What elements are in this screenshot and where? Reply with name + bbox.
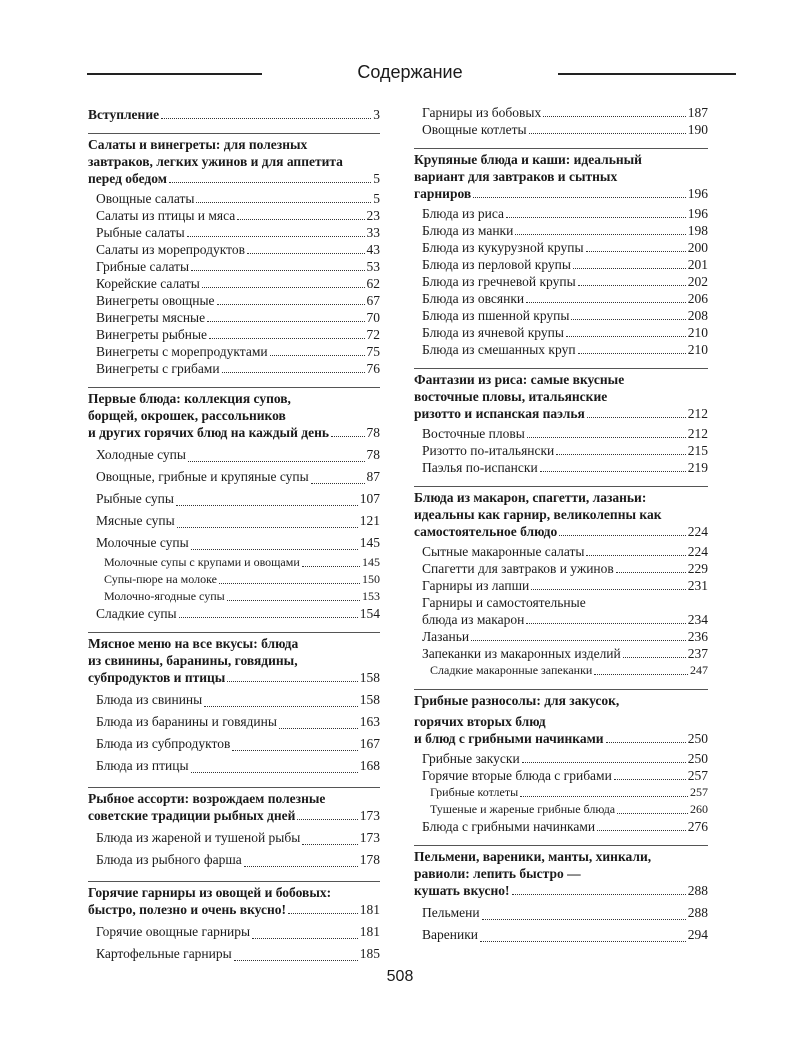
toc-entry[interactable]: Сладкие супы 154 [96,606,380,621]
toc-entry[interactable]: Молочные супы 145 [96,535,380,550]
toc-entry[interactable]: Корейские салаты 62 [96,276,380,291]
toc-entry[interactable]: Сытные макаронные салаты 224 [422,544,708,559]
toc-subentry[interactable]: Тушеные и жареные грибные блюда 260 [430,802,708,816]
toc-section-rice [414,368,708,476]
toc-entry[interactable]: Блюда из перловой крупы 201 [422,257,708,272]
toc-section-pasta [414,486,708,679]
toc-entry[interactable]: Спагетти для завтраков и ужинов 229 [422,561,708,576]
section-heading: борщей, окрошек, рассольников [88,408,286,423]
toc-section-meat [88,632,380,777]
page-header [0,60,800,90]
section-heading: восточные пловы, итальянские [414,389,608,404]
section-heading: Блюда из макарон, спагетти, лазаньи: [414,490,647,505]
toc-entry[interactable]: Блюда из гречневой крупы 202 [422,274,708,289]
toc-entry[interactable]: Лазаньи 236 [422,629,708,644]
toc-entry[interactable]: Овощные котлеты 190 [422,122,708,137]
toc-entry[interactable]: Рыбные салаты 33 [96,225,380,240]
toc-entry[interactable]: Блюда из пшенной крупы 208 [422,308,708,323]
page-title: Содержание [357,62,463,82]
section-heading: из свинины, баранины, говядины, [88,653,298,668]
toc-entry[interactable]: и других горячих блюд на каждый день 78 [88,425,380,440]
toc-entry[interactable]: и блюд с грибными начинками 250 [414,731,708,746]
section-heading: вариант для завтраков и сытных [414,169,618,184]
toc-entry[interactable]: Блюда из смешанных круп 210 [422,342,708,357]
toc-entry[interactable]: кушать вкусно! 288 [414,883,708,898]
section-heading: Пельмени, вареники, манты, хинкали, [414,849,652,864]
toc-entry[interactable]: Гарниры из лапши 231 [422,578,708,593]
toc-entry[interactable]: Гарниры из бобовых 187 [422,105,708,120]
toc-entry[interactable]: субпродуктов и птицы 158 [88,670,380,685]
toc-entry[interactable]: Овощные салаты 5 [96,191,380,206]
toc-entry[interactable]: Пельмени 288 [422,905,708,920]
toc-entry[interactable]: Блюда из жареной и тушеной рыбы 173 [96,830,380,845]
toc-entry[interactable]: Овощные, грибные и крупяные супы 87 [96,469,380,484]
section-heading: равиоли: лепить быстро — [414,866,581,881]
toc-entry[interactable]: Мясные супы 121 [96,513,380,528]
toc-entry[interactable]: Восточные пловы 212 [422,426,708,441]
toc-section-salads [88,133,380,377]
toc-entry[interactable]: Блюда из кукурузной крупы 200 [422,240,708,255]
toc-entry[interactable]: Блюда из рыбного фарша 178 [96,852,380,867]
toc-subentry[interactable]: Молочные супы с крупами и овощами 145 [104,555,380,569]
toc-entry[interactable]: Паэлья по-испански 219 [422,460,708,475]
toc-entry[interactable]: Блюда из риса 196 [422,206,708,221]
section-heading: горячих вторых блюд [414,714,546,729]
toc-section-garnish [88,881,380,965]
toc-entry[interactable]: Винегреты мясные 70 [96,310,380,325]
toc-section-mushrooms [414,689,708,835]
page-number: 508 [386,968,414,985]
toc-entry[interactable]: Блюда с грибными начинками 276 [422,819,708,834]
toc-left-column [88,104,380,975]
toc-entry[interactable]: самостоятельное блюдо 224 [414,524,708,539]
toc-entry[interactable]: перед обедом 5 [88,171,380,186]
toc-entry[interactable]: Блюда из свинины 158 [96,692,380,707]
toc-entry[interactable]: Запеканки из макаронных изделий 237 [422,646,708,661]
toc-entry[interactable]: Блюда из баранины и говядины 163 [96,714,380,729]
toc-entry[interactable]: Блюда из птицы 168 [96,758,380,773]
toc-entry[interactable]: Винегреты рыбные 72 [96,327,380,342]
toc-entry[interactable]: Блюда из манки 198 [422,223,708,238]
section-heading: Первые блюда: коллекция супов, [88,391,291,406]
section-heading: завтраков, легких ужинов и для аппетита [88,154,343,169]
toc-entry[interactable]: Вступление 3 [88,107,380,122]
header-rule-right [558,73,736,75]
toc-entry[interactable]: ризотто и испанская паэлья 212 [414,406,708,421]
toc-entry[interactable]: быстро, полезно и очень вкусно! 181 [88,902,380,917]
toc-entry[interactable]: Салаты из птицы и мяса 23 [96,208,380,223]
toc-section-grains [414,148,708,358]
toc-entry[interactable]: Винегреты с грибами 76 [96,361,380,376]
toc-entry[interactable]: Вареники 294 [422,927,708,942]
toc-entry[interactable]: Блюда из овсянки 206 [422,291,708,306]
toc-entry[interactable]: Грибные салаты 53 [96,259,380,274]
toc-subentry[interactable]: Супы-пюре на молоке 150 [104,572,380,586]
toc-entry[interactable]: Салаты из морепродуктов 43 [96,242,380,257]
toc-entry[interactable]: Холодные супы 78 [96,447,380,462]
toc-entry[interactable]: Ризотто по-итальянски 215 [422,443,708,458]
toc-right-column [414,104,708,956]
section-heading: Грибные разносолы: для закусок, [414,693,620,708]
toc-section-continued [414,104,708,138]
toc-entry[interactable]: блюда из макарон 234 [422,612,708,627]
section-heading: Мясное меню на все вкусы: блюда [88,636,299,651]
toc-entry[interactable]: Горячие овощные гарниры 181 [96,924,380,939]
toc-entry[interactable]: Грибные закуски 250 [422,751,708,766]
toc-subentry[interactable]: Грибные котлеты 257 [430,785,708,799]
section-heading: Рыбное ассорти: возрождаем полезные [88,791,326,806]
toc-entry[interactable]: Картофельные гарниры 185 [96,946,380,961]
toc-entry-line: Гарниры и самостоятельные [422,595,586,610]
header-rule-left [87,73,262,75]
toc-section-dumplings [414,845,708,946]
toc-entry[interactable]: гарниров 196 [414,186,708,201]
toc-subentry[interactable]: Молочно-ягодные супы 153 [104,589,380,603]
section-heading: Салаты и винегреты: для полезных [88,137,308,152]
toc-section-fish [88,787,380,871]
toc-entry[interactable]: Винегреты овощные 67 [96,293,380,308]
toc-entry[interactable]: Винегреты с морепродуктами 75 [96,344,380,359]
section-heading: Фантазии из риса: самые вкусные [414,372,625,387]
section-heading: Горячие гарниры из овощей и бобовых: [88,885,332,900]
toc-entry[interactable]: Рыбные супы 107 [96,491,380,506]
toc-section-intro [88,104,380,123]
toc-entry[interactable]: советские традиции рыбных дней 173 [88,808,380,823]
section-heading: идеальны как гарнир, великолепны как [414,507,662,522]
toc-entry[interactable]: Блюда из ячневой крупы 210 [422,325,708,340]
toc-entry[interactable]: Горячие вторые блюда с грибами 257 [422,768,708,783]
section-heading: Крупяные блюда и каши: идеальный [414,152,642,167]
toc-entry[interactable]: Блюда из субпродуктов 167 [96,736,380,751]
toc-section-soups [88,387,380,622]
toc-subentry[interactable]: Сладкие макаронные запеканки 247 [430,663,708,677]
